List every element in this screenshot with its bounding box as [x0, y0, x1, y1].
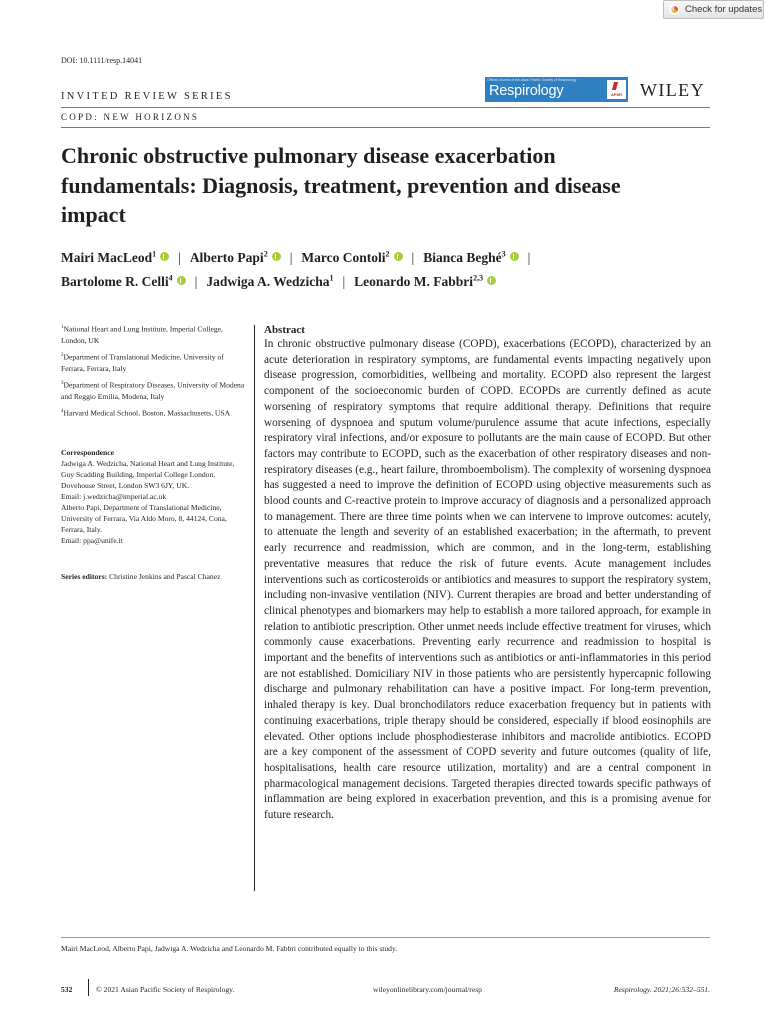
- divider: [61, 107, 710, 108]
- correspondence-address: Alberto Papi, Department of Translational Medicine, University of Ferrara, Via Aldo Moro, 8, 44124, Cona, Ferrara, Italy.: [61, 503, 227, 534]
- divider: [61, 127, 710, 128]
- apsr-badge-text: APSR: [610, 92, 623, 97]
- article-title: Chronic obstructive pulmonary disease exacerbation fundamentals: Diagnosis, treatment, prevention and disease impact: [61, 143, 621, 227]
- author: Bartolome R. Celli$^4$: [61, 274, 186, 289]
- citation: Respirology. 2021;26:532–551.: [613, 985, 710, 994]
- subseries-label: COPD: NEW HORIZONS: [61, 112, 200, 122]
- author: Mairi MacLeod$^1$: [61, 250, 169, 265]
- correspondence-address: Jadwiga A. Wedzicha, National Heart and Lung Institute, Guy Scadding Building, Imperial College London, Dovehouse Street, London SW3 6JY, UK.: [61, 459, 235, 490]
- apsr-mark-icon: [612, 82, 626, 90]
- abstract-text: In chronic obstructive pulmonary disease (COPD), exacerbations (ECOPD), characterized by an acute deterioration in respiratory symptoms, are fundamental events impacting negatively upon disease progression, comorbidities, wellbeing and mortality. ECOPD also represent the largest component of the socioeconomic burden of COPD. ECOPDs are currently defined as acute worsening of respiratory symptoms that require additional therapy. Definitions that require worsening of dyspnoea and sputum volume/purulence assume that acute infections, especially respiratory viral infections, and/or exposure to pollutants are the main cause of ECOPD. But other factors may contribute to ECOPD, such as the exacerbation of other respiratory diseases and non-respiratory diseases (e.g., heart failure, thromboembolism). The complexity of worsening dyspnoea has suggested a need to improve the definition of ECOPD using objective measurements such as blood counts and C-reactive protein to improve accuracy of diagnosis and a personalized approach to management. There are three time points when we can intervene to improve outcomes: acutely, to attenuate the length and severity of an established exacerbation; in the aftermath, to prevent early recurrence and readmission, which are common, and in the long-term, establishing preventative measures that reduce the risk of future events. Acute management includes interventions such as corticosteroids or antibiotics and measures to support the respiratory system, including non-invasive ventilation (NIV). Current therapies are broad and better understanding of clinical phenotypes and biomarkers may help to establish a more tailored approach, for example in relation to antibiotic prescription. Other unmet needs include effective treatment for viruses, which commonly cause exacerbations. Preventing early recurrence and readmission to hospital is important and the benefits of interventions such as antibiotics or anti-inflammatories in this period are not established. Domiciliary NIV in those patients who are persistently hypercapnic following discharge and pulmonary rehabilitation can have a positive impact. For long-term prevention, inhaled therapy is key. Dual bronchodilators reduce exacerbation frequency but in patients with continuing exacerbations, triple therapy should be considered, especially if blood eosinophils are elevated. Other options include phosphodiesterase inhibitors and macrolide antibiotics. ECOPD are a key component of the assessment of COPD severity and future outcomes (quality of life, hospitalisations, health care resource utilization, mortality) and are a central component in pharmacological management decisions. Targeted therapies directed towards specific pathways of inflammation are being explored in exacerbation prevention, and this is a promising avenue for future research.: [264, 338, 711, 822]
- series-editors-label: Series editors:: [61, 572, 108, 581]
- orcid-icon[interactable]: [510, 252, 519, 261]
- journal-name: Respirology: [489, 83, 564, 99]
- series-editors-names: Christine Jenkins and Pascal Chanez: [109, 572, 221, 581]
- check-for-updates-button[interactable]: [663, 0, 764, 19]
- author-list-line-2: Bartolome R. Celli$^4$ | Jadwiga A. Wedzicha$^1$ | Leonardo M. Fabbri$^{2,3}$: [61, 273, 721, 290]
- apsr-logo: [607, 80, 626, 99]
- journal-logo: [485, 77, 628, 102]
- author: Jadwiga A. Wedzicha$^1$: [206, 273, 334, 289]
- correspondence-heading: Correspondence: [61, 448, 115, 457]
- crossmark-icon: [669, 4, 680, 15]
- footer-divider: [88, 979, 89, 996]
- page-number: 532: [61, 985, 73, 994]
- affiliation: $^1$National Heart and Lung Institute, Imperial College, London, UK: [61, 324, 223, 345]
- correspondence-email[interactable]: Email: j.wedzicha@imperial.ac.uk: [61, 492, 167, 501]
- affiliation: $^2$Department of Translational Medicine, University of Ferrara, Ferrara, Italy: [61, 352, 224, 373]
- affiliation: $^4$Harvard Medical School, Boston, Massachusetts, USA: [61, 408, 231, 418]
- series-editors: [61, 571, 246, 582]
- publisher-logo: WILEY: [640, 80, 705, 100]
- abstract-heading: Abstract: [264, 324, 305, 336]
- correspondence: [61, 447, 246, 546]
- author: Leonardo M. Fabbri$^{2,3}$: [354, 274, 496, 289]
- author: Bianca Beghé$^3$: [423, 250, 518, 265]
- author: Alberto Papi$^2$: [190, 250, 281, 265]
- author: Marco Contoli$^2$: [301, 250, 402, 265]
- orcid-icon[interactable]: [487, 276, 496, 285]
- orcid-icon[interactable]: [272, 252, 281, 261]
- divider: [61, 937, 710, 938]
- affiliation: $^3$Department of Respiratory Diseases, University of Modena and Reggio Emilia, Modena, Italy: [61, 380, 245, 401]
- orcid-icon[interactable]: [177, 276, 186, 285]
- orcid-icon[interactable]: [394, 252, 403, 261]
- correspondence-email[interactable]: Email: ppa@unife.it: [61, 536, 123, 545]
- abstract-rule: [254, 325, 255, 891]
- journal-tagline: Official Journal of the Asian Pacific Society of Respirology: [487, 78, 577, 82]
- doi[interactable]: DOI: 10.1111/resp.14041: [61, 56, 143, 65]
- journal-url[interactable]: wileyonlinelibrary.com/journal/resp: [373, 985, 482, 994]
- copyright: © 2021 Asian Pacific Society of Respirology.: [96, 985, 235, 994]
- author-list-line-1: Mairi MacLeod$^1$ | Alberto Papi$^2$ | Marco Contoli$^2$ | Bianca Beghé$^3$ |: [61, 249, 531, 265]
- check-for-updates-label: Check for updates: [685, 4, 763, 15]
- orcid-icon[interactable]: [160, 252, 169, 261]
- series-label: INVITED REVIEW SERIES: [61, 91, 233, 102]
- contribution-note: Mairi MacLeod, Alberto Papi, Jadwiga A. Wedzicha and Leonardo M. Fabbri contributed equally to this study.: [61, 944, 398, 953]
